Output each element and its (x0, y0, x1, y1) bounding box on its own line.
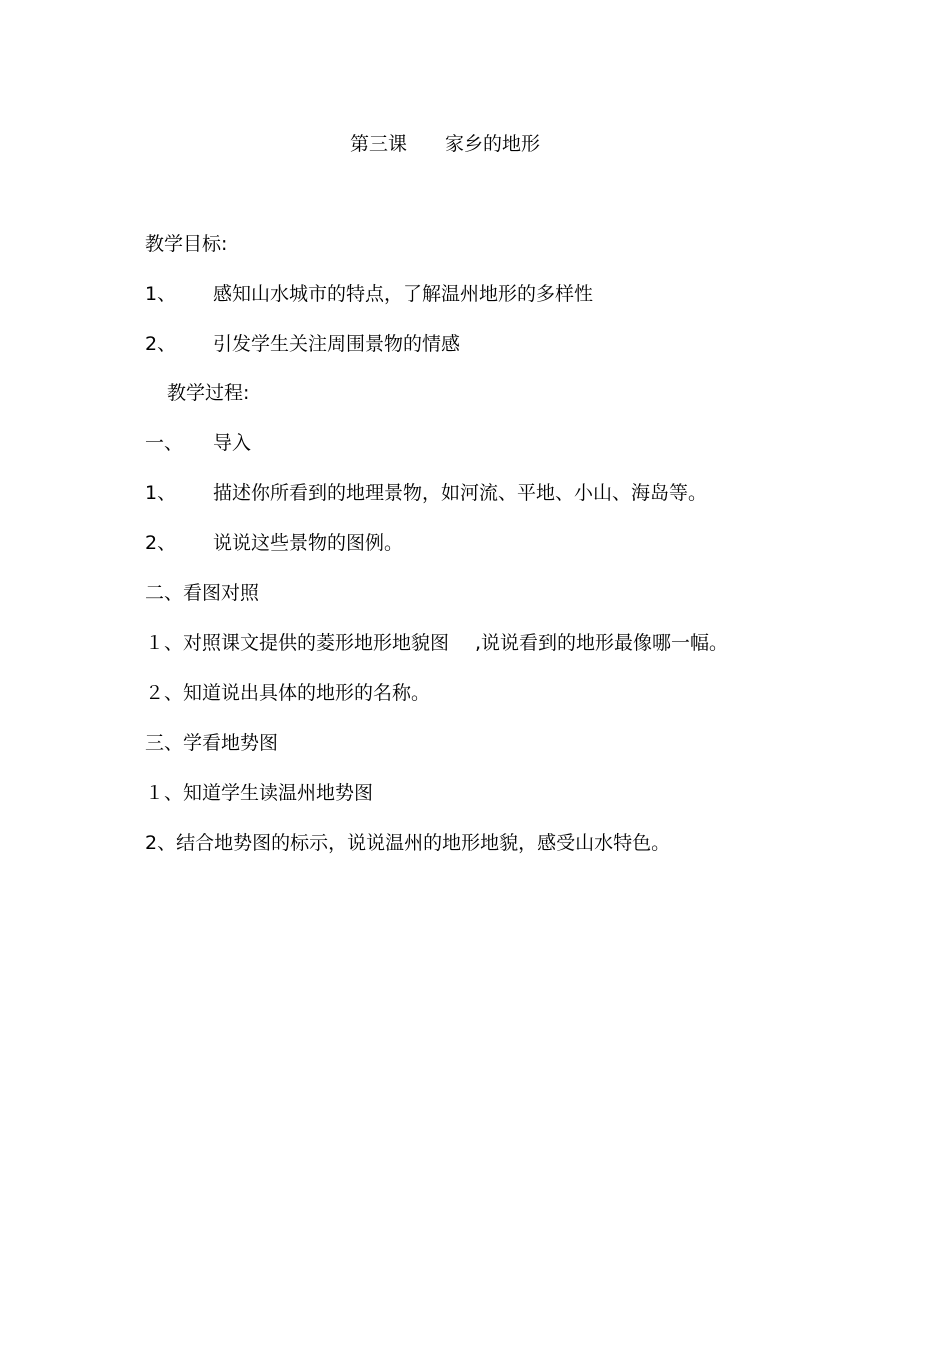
item-text: 说说这些景物的图例。 (213, 532, 404, 554)
section-2-item: ２、知道说出具体的地形的名称。 (145, 682, 431, 704)
section-3-heading: 三、学看地势图 (145, 732, 279, 754)
item-number: 2、 (145, 532, 177, 554)
objective-number: 1、 (145, 283, 177, 305)
item-text: １、对照课文提供的菱形地形地貌图 (145, 632, 450, 654)
objective-text: 引发学生关注周围景物的情感 (213, 333, 461, 355)
title-lesson-number: 第三课 (349, 133, 407, 155)
section-1-item (145, 531, 403, 555)
item-number: 1、 (145, 482, 177, 504)
objective-item (145, 282, 593, 306)
objective-item (145, 332, 460, 356)
section-title: 导入 (213, 432, 252, 454)
page-title (0, 132, 890, 156)
section-3-item: １、知道学生读温州地势图 (145, 782, 374, 804)
section-1-item (145, 481, 707, 505)
section-1-heading (145, 431, 251, 455)
title-lesson-name: 家乡的地形 (445, 133, 541, 155)
objective-text: 感知山水城市的特点，了解温州地形的多样性 (213, 283, 594, 305)
objectives-heading: 教学目标: (145, 233, 228, 255)
item-text-continued: ,说说看到的地形最像哪一幅。 (475, 632, 729, 654)
process-heading: 教学过程: (167, 382, 250, 404)
section-3-item: 2、结合地势图的标示，说说温州的地形地貌，感受山水特色。 (145, 832, 671, 854)
section-number: 一、 (145, 432, 184, 454)
section-2-heading: 二、看图对照 (145, 582, 260, 604)
objective-number: 2、 (145, 333, 177, 355)
section-2-item (145, 631, 728, 655)
item-text: 描述你所看到的地理景物，如河流、平地、小山、海岛等。 (213, 482, 708, 504)
